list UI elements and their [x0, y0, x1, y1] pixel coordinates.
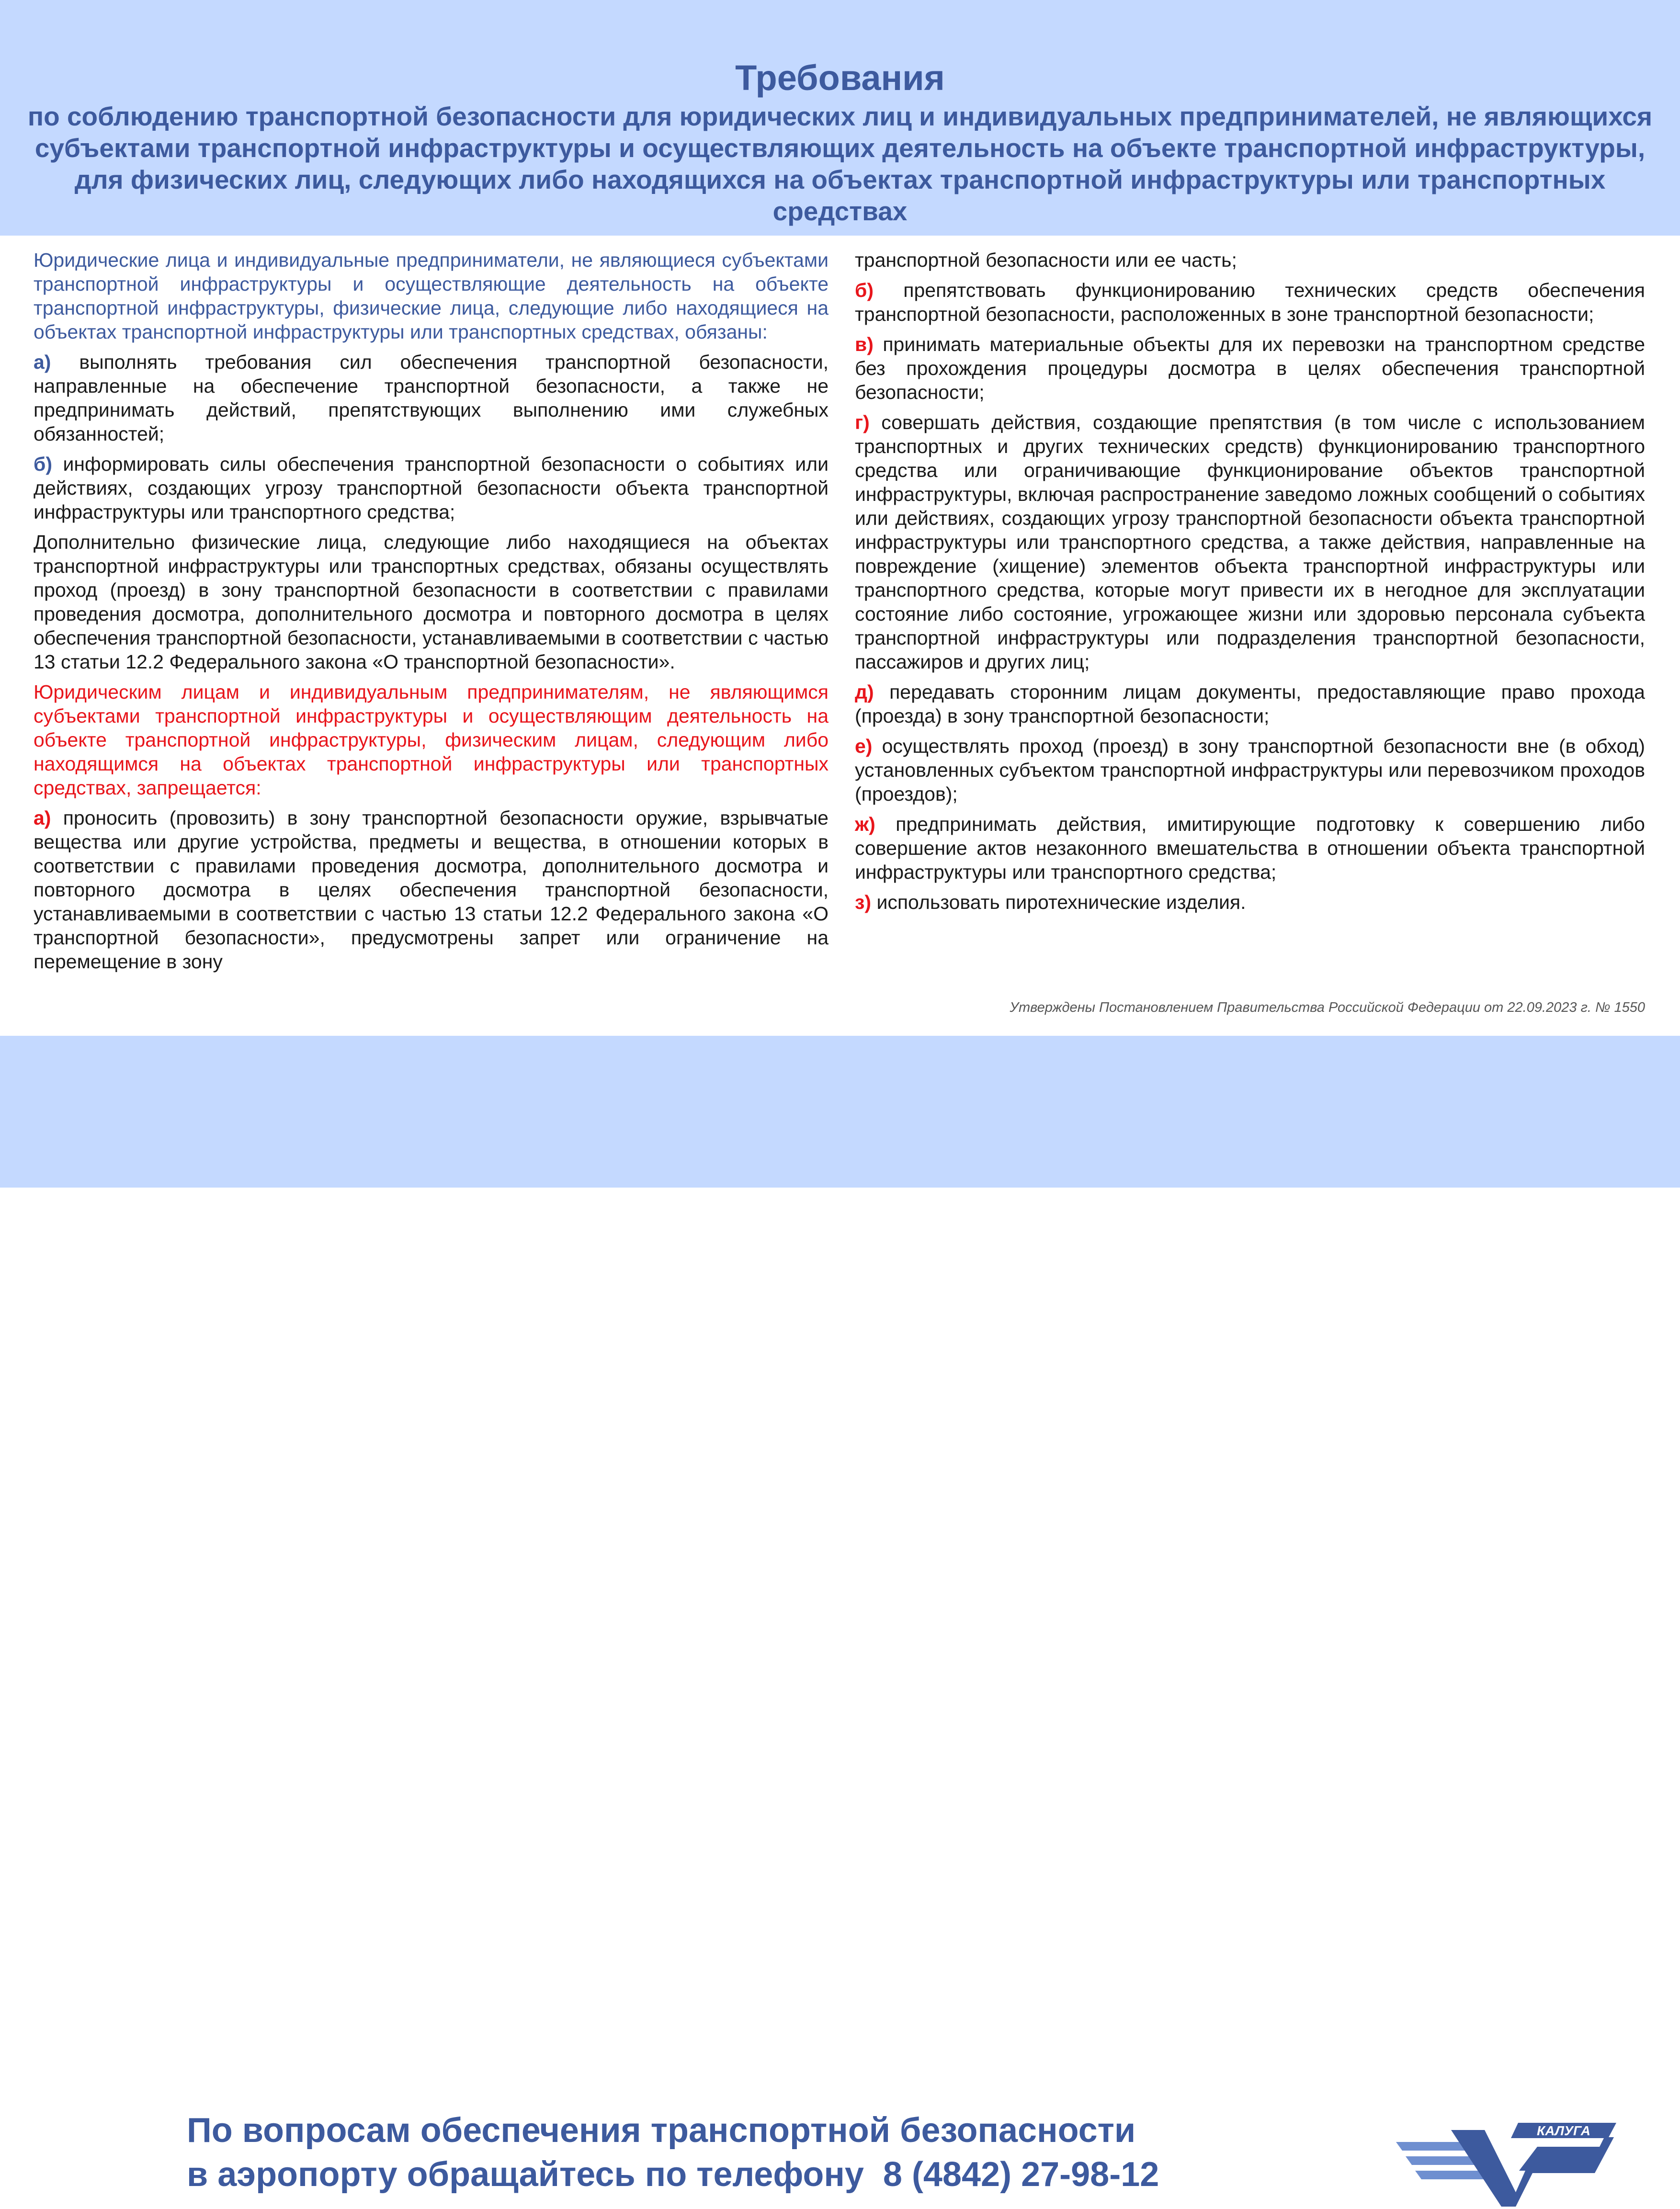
footer-band	[0, 1036, 1680, 2194]
item-text: осуществлять проход (проезд) в зону транспортной безопасности вне (в обход) установленных субъектом транспортной инфраструктуры или перевозчиком проходов (проездов);	[855, 735, 1645, 805]
logo-v-shape	[1451, 2130, 1614, 2207]
obligations-intro: Юридические лица и индивидуальные предприниматели, не являющиеся субъектами транспортной инфраструктуры и осуществляющие деятельность на объекте транспортной инфраструктуры, физические лица, следующие либо находящиеся на объектах транспортной инфраструктуры или транспортных средствах, обязаны:	[34, 249, 829, 343]
item-letter: г)	[855, 411, 870, 433]
prohibitions-intro: Юридическим лицам и индивидуальным предпринимателям, не являющимся субъектами транспортной инфраструктуры и осуществляющим деятельность на объекте транспортной инфраструктуры, физическим лицам, следующим либо находящимся на объектах транспортной инфраструктуры или транспортных средствах, запрещается:	[34, 681, 829, 799]
kaluga-airport-logo-icon	[1394, 2113, 1619, 2209]
item-letter: е)	[855, 735, 873, 757]
item-letter: з)	[855, 891, 872, 913]
item-letter: б)	[34, 453, 52, 475]
prohibition-item-zh	[855, 812, 1645, 884]
item-text: информировать силы обеспечения транспортной безопасности о событиях или действиях, создающих угрозу транспортной безопасности объекта транспортной инфраструктуры или транспортного средства;	[34, 453, 829, 523]
obligation-item-b	[34, 452, 829, 524]
prohibition-item-v	[855, 332, 1645, 404]
item-text: препятствовать функционированию технических средств обеспечения транспортной безопасности, расположенных в зоне транспортной безопасности;	[855, 279, 1645, 325]
prohibition-item-d	[855, 680, 1645, 728]
page-title: Требования	[735, 58, 945, 98]
item-letter: д)	[855, 681, 874, 703]
prohibition-item-b	[855, 278, 1645, 326]
logo-text: КАЛУГА	[1537, 2123, 1590, 2138]
item-text: передавать сторонним лицам документы, предоставляющие право прохода (проезда) в зону транспортной безопасности;	[855, 681, 1645, 727]
prohibition-item-e	[855, 734, 1645, 806]
item-letter: б)	[855, 279, 874, 301]
page-subtitle: по соблюдению транспортной безопасности для юридических лиц и индивидуальных предпринимателей, не являющихся субъектами транспортной инфраструктуры и осуществляющих деятельность на объекте транспортной инфраструктуры, для физических лиц, следующих либо находящихся на объектах транспортной инфраструктуры или транспортных средствах	[27, 102, 1653, 226]
prohibition-continuation: транспортной безопасности или ее часть;	[855, 249, 1237, 271]
prohibition-item-a	[34, 806, 829, 974]
approval-note: Утверждены Постановлением Правительства Российской Федерации от 22.09.2023 г. № 1550	[1010, 1000, 1645, 1015]
right-column	[855, 248, 1645, 920]
item-text: принимать материальные объекты для их перевозки на транспортном средстве без прохождения процедуры досмотра в целях обеспечения транспортной безопасности;	[855, 333, 1645, 403]
obligation-item-a	[34, 350, 829, 446]
header-band	[0, 0, 1680, 236]
contact-text: в аэропорту обращайтесь по телефону	[187, 2155, 864, 2194]
item-text: проносить (провозить) в зону транспортной безопасности оружие, взрывчатые вещества или другие устройства, предметы и вещества, в отношении которых в соответствии с правилами проведения досмотра, дополнительного досмотра и повторного досмотра в целях обеспечения транспортной безопасности, устанавливаемыми в соответствии с частью 13 статьи 12.2 Федерального закона «О транспортной безопасности», предусмотрены запрет или ограничение на перемещение в зону	[34, 807, 829, 973]
prohibition-item-z	[855, 890, 1645, 914]
left-column	[34, 248, 829, 1021]
prohibition-item-g	[855, 410, 1645, 674]
phone-number: 8 (4842) 27-98-12	[883, 2155, 1159, 2194]
contact-line-2	[187, 2152, 1288, 2197]
item-letter: ж)	[855, 813, 875, 835]
item-letter: в)	[855, 333, 874, 355]
item-text: совершать действия, создающие препятствия (в том числе с использованием транспортных и других технических средств) функционированию транспортного средства или ограничивающие функционирование объектов транспортной инфраструктуры, включая распространение заведомо ложных сообщений о событиях или действиях, создающих угрозу транспортной безопасности объекта транспортной инфраструктуры или транспортного средства, а также действия, направленные на повреждение (хищение) элементов объекта транспортной инфраструктуры или транспортного средства, которые могут привести их в негодное для эксплуатации состояние либо состояние, угрожающее жизни или здоровью персонала субъекта транспортной инфраструктуры или подразделения транспортной безопасности, пассажиров и других лиц;	[855, 411, 1645, 673]
item-letter: а)	[34, 807, 51, 829]
item-text: выполнять требования сил обеспечения транспортной безопасности, направленные на обеспечение транспортной безопасности, а также не предпринимать действий, препятствующих выполнению ими служебных обязанностей;	[34, 351, 829, 445]
item-letter: а)	[34, 351, 51, 373]
contact-block	[187, 2108, 1288, 2197]
item-text: использовать пиротехнические изделия.	[876, 891, 1246, 913]
additional-obligations: Дополнительно физические лица, следующие либо находящиеся на объектах транспортной инфраструктуры или транспортных средствах, обязаны осуществлять проход (проезд) в зону транспортной безопасности в соответствии с правилами проведения досмотра, дополнительного досмотра и повторного досмотра в целях обеспечения транспортной безопасности, устанавливаемыми в соответствии с частью 13 статьи 12.2 Федерального закона «О транспортной безопасности».	[34, 531, 829, 673]
contact-line-1: По вопросам обеспечения транспортной безопасности	[187, 2111, 1136, 2150]
item-text: предпринимать действия, имитирующие подготовку к совершению либо совершение актов незаконного вмешательства в отношении объекта транспортной инфраструктуры или транспортного средства;	[855, 813, 1645, 883]
